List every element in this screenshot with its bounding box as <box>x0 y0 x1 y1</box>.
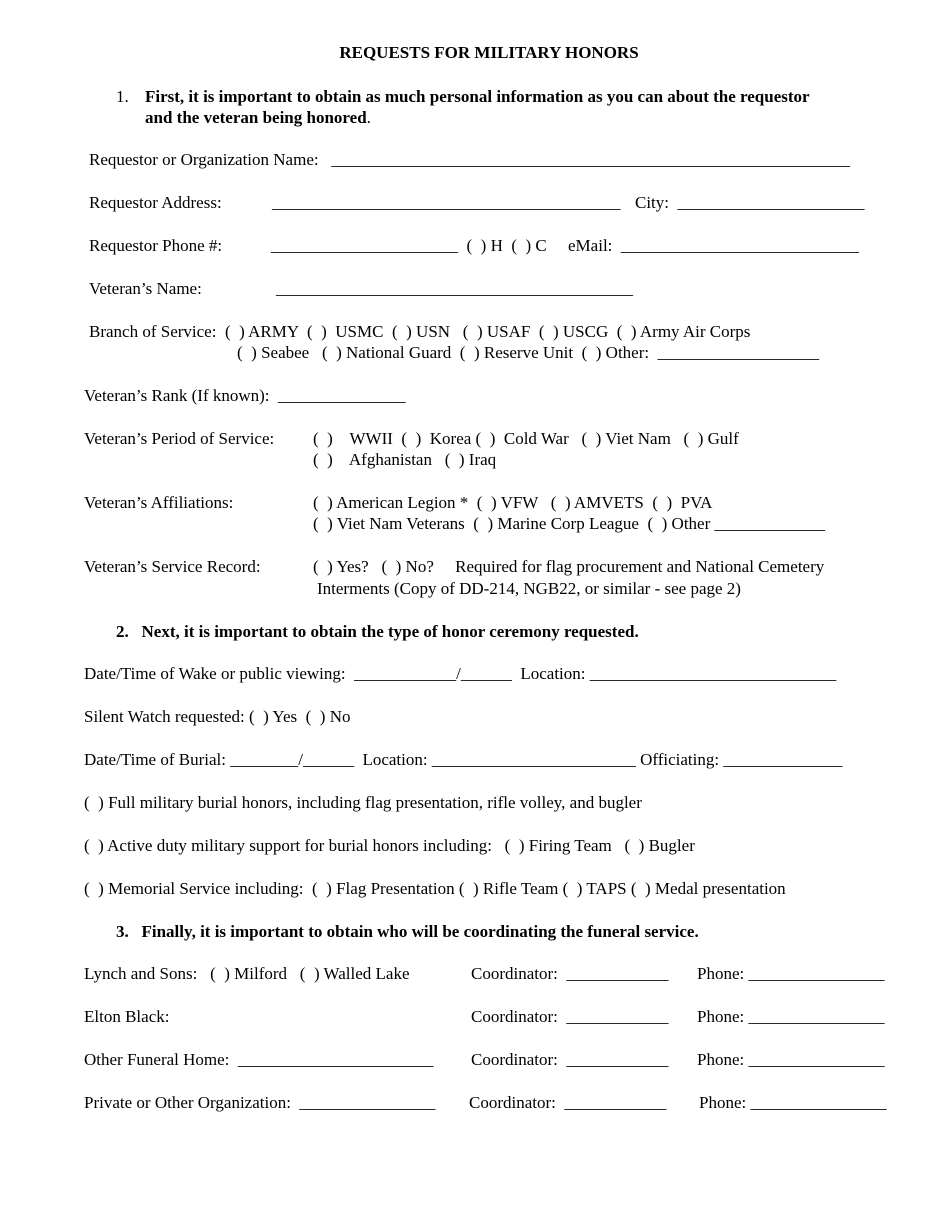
section3-heading: 3. Finally, it is important to obtain who will be coordinating the funeral service. <box>116 922 699 941</box>
city-field[interactable]: City: ______________________ <box>635 193 865 212</box>
veteran-name-label: Veteran’s Name: <box>89 279 202 298</box>
service-record-label: Veteran’s Service Record: <box>84 557 261 576</box>
coordinator-field-private[interactable]: Coordinator: ____________ <box>469 1093 667 1112</box>
requestor-phone-field[interactable]: ______________________ ( ) H ( ) C eMail: ____________________________ <box>271 236 859 255</box>
wake-field[interactable]: Date/Time of Wake or public viewing: ____________/______ Location: _____________________________ <box>84 664 837 683</box>
silent-watch-field[interactable]: Silent Watch requested: ( ) Yes ( ) No <box>84 707 351 726</box>
service-record-line2: Interments (Copy of DD-214, NGB22, or similar - see page 2) <box>317 579 741 598</box>
section1-number: 1. <box>116 87 129 106</box>
requestor-name-field[interactable]: Requestor or Organization Name: _____________________________________________________________ <box>89 150 850 169</box>
affiliations-line1[interactable]: ( ) American Legion * ( ) VFW ( ) AMVETS ( ) PVA <box>313 493 713 512</box>
section2-heading: 2. Next, it is important to obtain the type of honor ceremony requested. <box>116 622 639 641</box>
phone-field-elton[interactable]: Phone: ________________ <box>697 1007 885 1026</box>
requestor-phone-label: Requestor Phone #: <box>89 236 223 255</box>
section1-heading-tail: . <box>366 108 371 127</box>
affiliations-label: Veteran’s Affiliations: <box>84 493 234 512</box>
full-honors-option[interactable]: ( ) Full military burial honors, including flag presentation, rifle volley, and bugler <box>84 793 642 812</box>
requestor-address-field[interactable]: _________________________________________ <box>272 193 621 212</box>
period-of-service-label: Veteran’s Period of Service: <box>84 429 275 448</box>
period-of-service-line1[interactable]: ( ) WWII ( ) Korea ( ) Cold War ( ) Viet Nam ( ) Gulf <box>313 429 739 448</box>
phone-field-private[interactable]: Phone: ________________ <box>699 1093 887 1112</box>
coordinator-field-elton[interactable]: Coordinator: ____________ <box>471 1007 669 1026</box>
phone-field-other[interactable]: Phone: ________________ <box>697 1050 885 1069</box>
active-duty-option[interactable]: ( ) Active duty military support for burial honors including: ( ) Firing Team ( ) Bugler <box>84 836 695 855</box>
memorial-option[interactable]: ( ) Memorial Service including: ( ) Flag Presentation ( ) Rifle Team ( ) TAPS ( ) Medal presentation <box>84 879 786 898</box>
veteran-rank-field[interactable]: Veteran’s Rank (If known): _______________ <box>84 386 406 405</box>
burial-field[interactable]: Date/Time of Burial: ________/______ Location: ________________________ Officiating: ______________ <box>84 750 843 769</box>
funeral-row-elton: Elton Black: <box>84 1007 170 1026</box>
funeral-row-other[interactable]: Other Funeral Home: _______________________ <box>84 1050 434 1069</box>
funeral-row-lynch[interactable]: Lynch and Sons: ( ) Milford ( ) Walled Lake <box>84 964 410 983</box>
section1-heading-line2-bold: and the veteran being honored <box>145 108 367 127</box>
funeral-row-private[interactable]: Private or Other Organization: ________________ <box>84 1093 436 1112</box>
coordinator-field-lynch[interactable]: Coordinator: ____________ <box>471 964 669 983</box>
service-record-line1[interactable]: ( ) Yes? ( ) No? Required for flag procurement and National Cemetery <box>313 557 825 576</box>
requestor-address-label: Requestor Address: <box>89 193 222 212</box>
page-title: REQUESTS FOR MILITARY HONORS <box>339 43 639 62</box>
veteran-name-field[interactable]: __________________________________________ <box>276 279 633 298</box>
phone-field-lynch[interactable]: Phone: ________________ <box>697 964 885 983</box>
branch-of-service-line2[interactable]: ( ) Seabee ( ) National Guard ( ) Reserve Unit ( ) Other: ___________________ <box>237 343 820 362</box>
branch-of-service-line1[interactable]: Branch of Service: ( ) ARMY ( ) USMC ( ) USN ( ) USAF ( ) USCG ( ) Army Air Corps <box>89 322 751 341</box>
coordinator-field-other[interactable]: Coordinator: ____________ <box>471 1050 669 1069</box>
section1-heading-line2 <box>145 107 371 128</box>
affiliations-line2[interactable]: ( ) Viet Nam Veterans ( ) Marine Corp League ( ) Other _____________ <box>313 514 825 533</box>
section1-heading-line1: First, it is important to obtain as much personal information as you can about the requestor <box>145 87 810 106</box>
period-of-service-line2[interactable]: ( ) Afghanistan ( ) Iraq <box>313 450 497 469</box>
